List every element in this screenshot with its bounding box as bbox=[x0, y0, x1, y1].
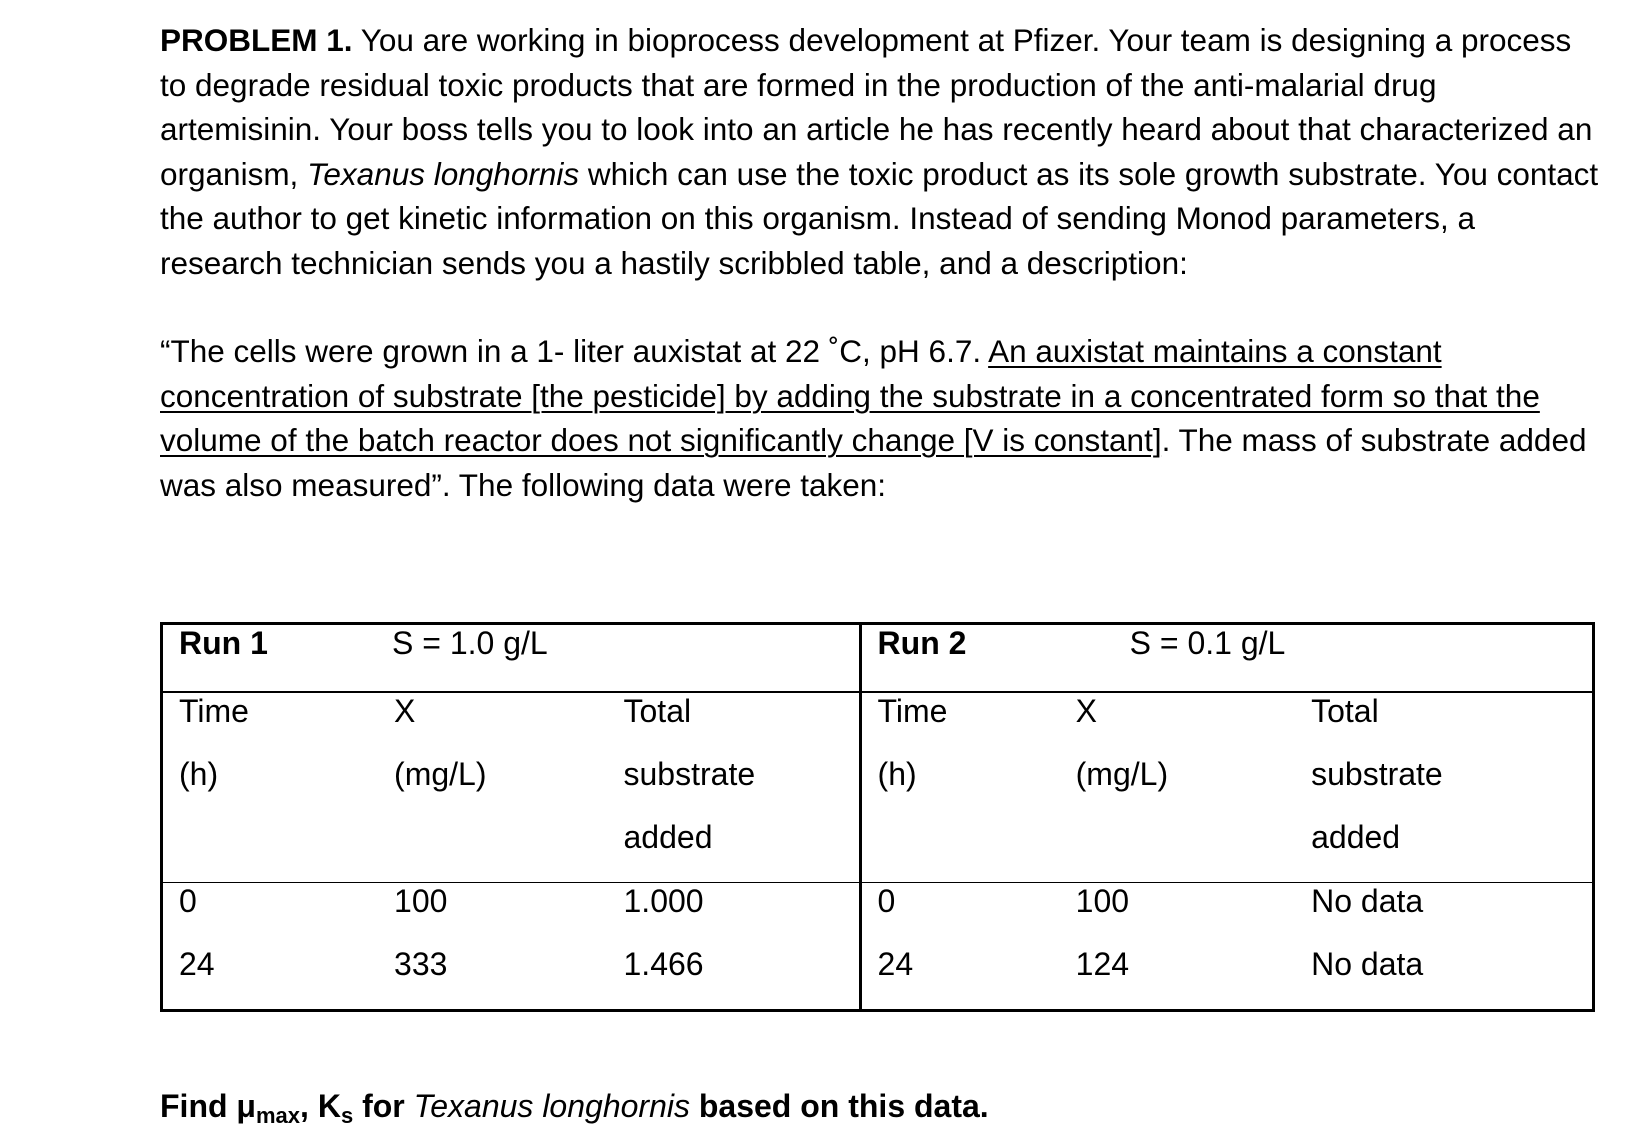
run2-total-cell: No data bbox=[1311, 883, 1424, 919]
run2-col-total: Total bbox=[1311, 693, 1379, 729]
run2-col-x: X bbox=[1075, 693, 1097, 729]
run2-col-total-line2: substrate bbox=[1311, 756, 1443, 792]
run2-x-cell: 124 bbox=[1075, 946, 1130, 982]
run2-time-cell: 24 bbox=[860, 946, 1060, 1011]
run2-col-total-line3: added bbox=[1295, 819, 1593, 883]
document-page bbox=[160, 18, 1600, 1128]
question-for: for bbox=[353, 1088, 414, 1124]
run1-col-x-unit: (mg/L) bbox=[394, 756, 487, 792]
run2-title: Run 2 bbox=[860, 624, 1060, 693]
question-find: Find bbox=[160, 1088, 237, 1124]
run2-time-cell: 0 bbox=[860, 883, 1060, 947]
run1-condition: S = 1.0 g/L bbox=[376, 624, 860, 693]
run1-title: Run 1 bbox=[162, 624, 377, 693]
run1-total-cell: 1.466 bbox=[623, 946, 704, 982]
run2-condition: S = 0.1 g/L bbox=[1060, 624, 1594, 693]
quote-underlined: An auxistat maintains a constant concentration of substrate [the pesticide] by adding the substrate in a concentrated form so that the volume of the batch reactor does not significantly change [V is constant] bbox=[160, 333, 1540, 458]
quote-paragraph bbox=[160, 329, 1600, 507]
question-sep: , K bbox=[300, 1088, 341, 1124]
run2-x-cell: 100 bbox=[1075, 883, 1130, 919]
data-table bbox=[160, 622, 1595, 1012]
mu-subscript: max bbox=[256, 1103, 301, 1128]
k-subscript: s bbox=[340, 1103, 354, 1128]
run1-col-total: Total bbox=[623, 693, 692, 729]
table-row bbox=[162, 946, 1594, 1011]
table-subheader-row bbox=[162, 692, 1594, 756]
question-organism: Texanus longhornis bbox=[413, 1088, 690, 1124]
run1-total-cell: 1.000 bbox=[623, 883, 704, 919]
run2-col-time-unit: (h) bbox=[860, 756, 1060, 819]
run1-time-cell: 0 bbox=[179, 883, 197, 919]
run1-col-x: X bbox=[394, 693, 416, 729]
problem-text-b: which can use the toxic product as its sole growth substrate. You contact the author to get kinetic information on this organism. Instead of sending Monod parameters, a research technician sends you a hastily scribbled table, and a description: bbox=[160, 155, 1599, 281]
run1-col-time-unit: (h) bbox=[179, 756, 219, 792]
quote-part-2: . The mass of substrate added was also measured”. The following data were taken: bbox=[160, 422, 1587, 503]
mu-symbol: μ bbox=[236, 1088, 256, 1124]
run1-col-time: Time bbox=[179, 693, 249, 729]
problem-paragraph bbox=[160, 18, 1600, 285]
run2-col-x-unit: (mg/L) bbox=[1075, 756, 1169, 792]
run1-col-total-line2: substrate bbox=[623, 756, 756, 792]
organism-name: Texanus longhornis bbox=[307, 155, 580, 192]
quote-part-1: “The cells were grown in a 1- liter auxistat at 22 ˚C, pH 6.7. bbox=[160, 333, 989, 369]
run1-x-cell: 100 bbox=[394, 883, 448, 919]
problem-label: PROBLEM 1. bbox=[160, 22, 353, 58]
question-end: based on this data. bbox=[689, 1088, 989, 1124]
table-subheader-row bbox=[162, 756, 1594, 819]
run1-time-cell: 24 bbox=[179, 946, 215, 982]
table-row bbox=[162, 883, 1594, 947]
run1-x-cell: 333 bbox=[394, 946, 448, 982]
run1-col-total-line3: added bbox=[608, 819, 861, 883]
table-subheader-row bbox=[162, 819, 1594, 883]
problem-text-a: You are working in bioprocess development at Pfizer. Your team is designing a process to degrade residual toxic products that are formed in the production of the anti-malarial drug artemisinin. Your boss tells you to look into an article he has recently heard about that characterized an organism, bbox=[160, 22, 1593, 192]
run2-total-cell: No data bbox=[1311, 946, 1424, 982]
run2-col-time: Time bbox=[860, 692, 1060, 756]
table-header-row bbox=[162, 624, 1594, 693]
question-line bbox=[160, 1088, 989, 1129]
